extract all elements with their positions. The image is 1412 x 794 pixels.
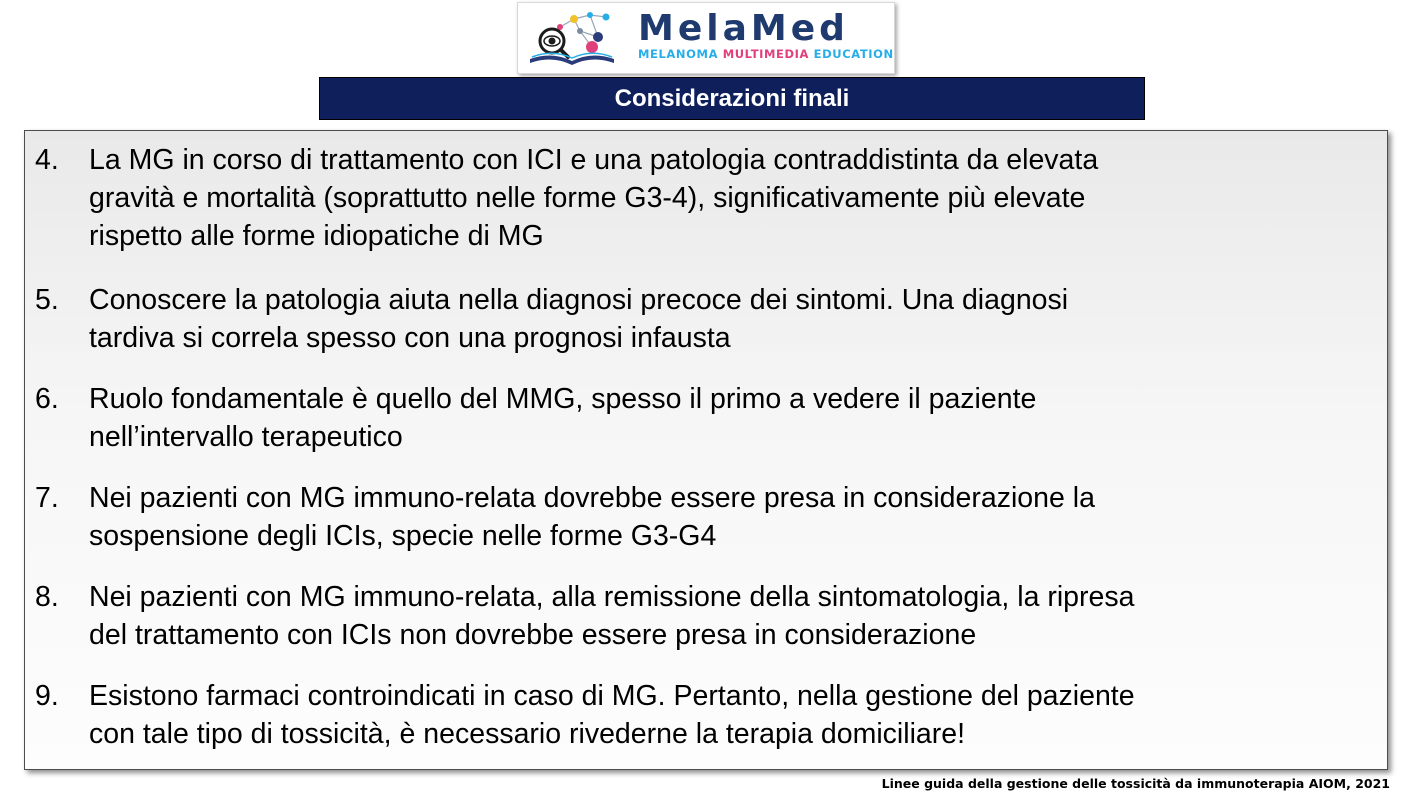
list-item-line: Ruolo fondamentale è quello del MMG, spesso il primo a vedere il paziente — [89, 383, 1037, 415]
list-item-line: Nei pazienti con MG immuno-relata, alla remissione della sintomatologia, la ripresa — [89, 581, 1135, 613]
list-item-number: 7. — [35, 482, 59, 514]
list-item-line: tardiva si correla spesso con una prognosi infausta — [89, 322, 731, 354]
logo-title: MelaMed — [638, 8, 849, 49]
list-item-line: del trattamento con ICIs non dovrebbe essere presa in considerazione — [89, 619, 977, 651]
list-item-8 — [35, 578, 1134, 654]
list-item-line: nell’intervallo terapeutico — [89, 421, 403, 453]
list-item-line: Nei pazienti con MG immuno-relata dovrebbe essere presa in considerazione la — [89, 482, 1095, 514]
list-item-line: gravità e mortalità (soprattutto nelle forme G3-4), significativamente più elevate — [89, 182, 1086, 214]
logo-subtitle-part3: EDUCATION — [809, 47, 894, 61]
list-item-number: 4. — [35, 144, 59, 176]
source-citation: Linee guida della gestione delle tossicità da immunoterapia AIOM, 2021 — [881, 776, 1390, 791]
list-item-line: Esistono farmaci controindicati in caso di MG. Pertanto, nella gestione del paziente — [89, 680, 1135, 712]
considerations-list — [24, 130, 1388, 770]
melanoma-education-logo-icon — [522, 7, 622, 69]
list-item-line: con tale tipo di tossicità, è necessario rivederne la terapia domiciliare! — [89, 718, 966, 750]
list-item-line: sospensione degli ICIs, specie nelle forme G3-G4 — [89, 520, 717, 552]
list-item-number: 8. — [35, 581, 59, 613]
logo-subtitle-part1: MELANOMA — [638, 47, 723, 61]
list-item-number: 5. — [35, 284, 59, 316]
list-item-line: La MG in corso di trattamento con ICI e una patologia contraddistinta da elevata — [89, 144, 1099, 176]
list-item-number: 6. — [35, 383, 59, 415]
logo-subtitle-part2: MULTIMEDIA — [722, 47, 810, 61]
list-item-7 — [35, 479, 1095, 555]
list-item-6 — [35, 380, 1036, 456]
logo-subtitle — [638, 47, 894, 61]
list-item-number: 9. — [35, 680, 59, 712]
list-item-9 — [35, 677, 1135, 753]
list-item-line: rispetto alle forme idiopatiche di MG — [89, 220, 544, 252]
list-item-line: Conoscere la patologia aiuta nella diagnosi precoce dei sintomi. Una diagnosi — [89, 284, 1069, 316]
melamed-logo — [517, 2, 895, 74]
list-item-4 — [35, 141, 1098, 255]
list-item-5 — [35, 281, 1068, 357]
slide-title-banner: Considerazioni finali — [319, 77, 1145, 120]
